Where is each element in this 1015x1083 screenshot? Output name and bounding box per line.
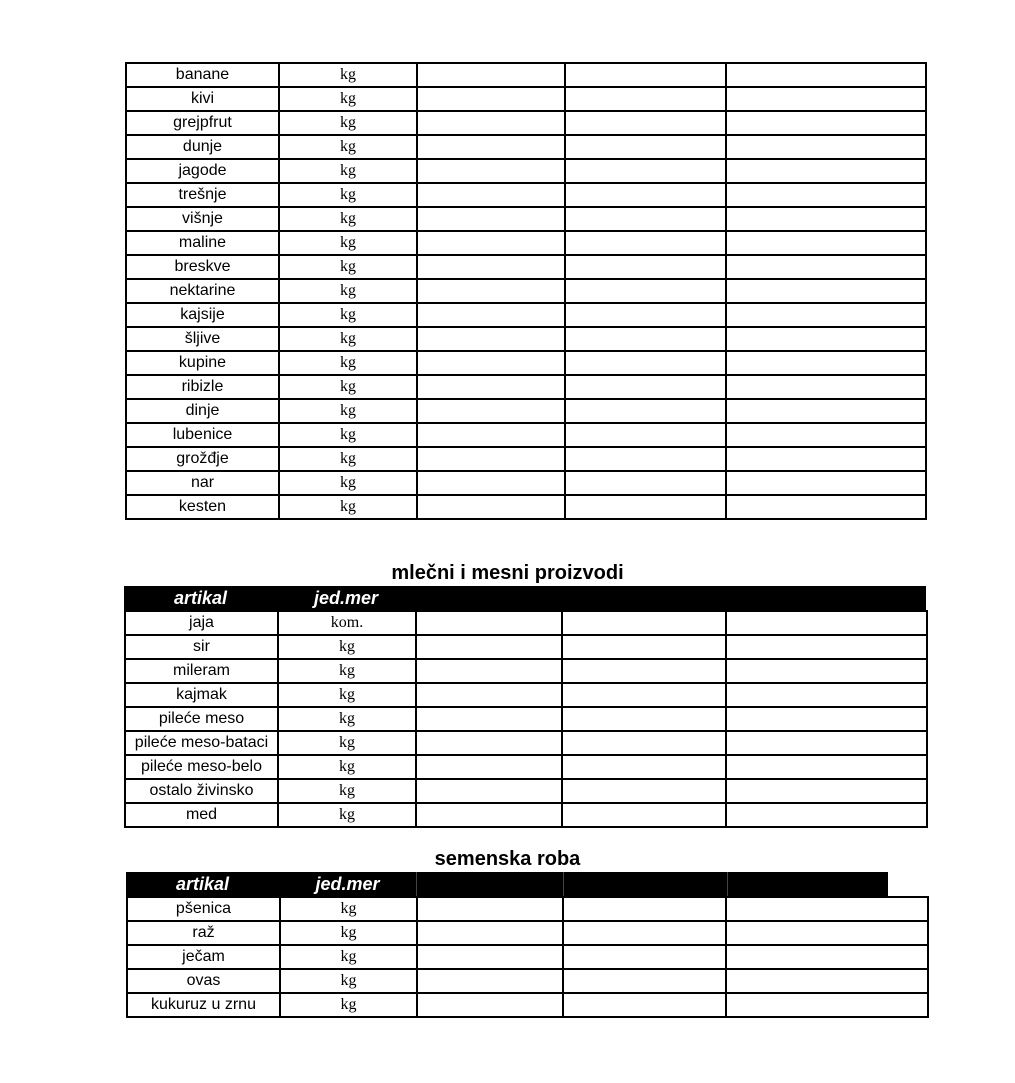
column-header-artikal: artikal: [173, 588, 228, 608]
empty-entry-cell[interactable]: [726, 779, 927, 803]
empty-entry-cell[interactable]: [417, 159, 565, 183]
empty-entry-cell[interactable]: [565, 351, 726, 375]
empty-entry-cell[interactable]: [416, 683, 562, 707]
empty-entry-cell[interactable]: [417, 897, 563, 921]
table-row: [126, 183, 926, 207]
table-row: [125, 755, 927, 779]
unit-cell: kg: [278, 707, 416, 731]
item-name-cell: dunje: [126, 135, 279, 159]
column-header-empty: [725, 586, 926, 610]
section-title-dairy: mlečni i mesni proizvodi: [391, 562, 624, 584]
table-row: [126, 63, 926, 87]
empty-entry-cell[interactable]: [562, 659, 726, 683]
table-row: [126, 255, 926, 279]
item-name-cell: mileram: [125, 659, 278, 683]
empty-entry-cell[interactable]: [416, 659, 562, 683]
unit-cell: kg: [279, 279, 417, 303]
item-name-cell: ribizle: [126, 375, 279, 399]
dairy-header-bar: [124, 586, 926, 610]
empty-entry-cell[interactable]: [417, 495, 565, 519]
empty-entry-cell[interactable]: [726, 231, 926, 255]
empty-entry-cell[interactable]: [726, 683, 927, 707]
empty-entry-cell[interactable]: [726, 659, 927, 683]
unit-cell: kom.: [278, 611, 416, 635]
empty-entry-cell[interactable]: [417, 183, 565, 207]
item-name-cell: jagode: [126, 159, 279, 183]
empty-entry-cell[interactable]: [726, 255, 926, 279]
table-row: [126, 375, 926, 399]
empty-entry-cell[interactable]: [726, 969, 928, 993]
empty-entry-cell[interactable]: [726, 183, 926, 207]
empty-entry-cell[interactable]: [565, 87, 726, 111]
item-name-cell: breskve: [126, 255, 279, 279]
unit-cell: kg: [278, 683, 416, 707]
item-name-cell: med: [125, 803, 278, 827]
item-name-cell: nektarine: [126, 279, 279, 303]
seed-table-body: [127, 897, 928, 1017]
table-row: [126, 471, 926, 495]
table-row: [127, 921, 928, 945]
unit-cell: kg: [279, 471, 417, 495]
empty-entry-cell[interactable]: [726, 327, 926, 351]
fruit-table-body: [126, 63, 926, 519]
empty-entry-cell[interactable]: [565, 159, 726, 183]
table-row: [126, 111, 926, 135]
empty-entry-cell[interactable]: [417, 135, 565, 159]
empty-entry-cell[interactable]: [565, 495, 726, 519]
unit-cell: kg: [279, 207, 417, 231]
column-header-unit: jed.mer: [315, 874, 380, 894]
empty-entry-cell[interactable]: [417, 87, 565, 111]
item-name-cell: jaja: [125, 611, 278, 635]
empty-entry-cell[interactable]: [565, 183, 726, 207]
column-header-empty: [563, 872, 727, 896]
empty-entry-cell[interactable]: [726, 495, 926, 519]
fruit-table: [125, 62, 927, 520]
empty-entry-cell[interactable]: [726, 375, 926, 399]
unit-cell: kg: [278, 659, 416, 683]
unit-cell: kg: [279, 111, 417, 135]
item-name-cell: kukuruz u zrnu: [127, 993, 280, 1017]
empty-entry-cell[interactable]: [726, 351, 926, 375]
empty-entry-cell[interactable]: [417, 279, 565, 303]
empty-entry-cell[interactable]: [565, 399, 726, 423]
empty-entry-cell[interactable]: [416, 779, 562, 803]
column-header-empty: [561, 586, 725, 610]
unit-cell: kg: [280, 945, 417, 969]
item-name-cell: kesten: [126, 495, 279, 519]
item-name-cell: ječam: [127, 945, 280, 969]
table-row: [126, 399, 926, 423]
empty-entry-cell[interactable]: [417, 423, 565, 447]
empty-entry-cell[interactable]: [562, 779, 726, 803]
empty-entry-cell[interactable]: [565, 375, 726, 399]
table-row: [126, 495, 926, 519]
item-name-cell: kajmak: [125, 683, 278, 707]
unit-cell: kg: [278, 755, 416, 779]
unit-cell: kg: [279, 183, 417, 207]
table-row: [126, 279, 926, 303]
empty-entry-cell[interactable]: [726, 87, 926, 111]
table-row: [126, 207, 926, 231]
empty-entry-cell[interactable]: [565, 303, 726, 327]
item-name-cell: nar: [126, 471, 279, 495]
table-row: [125, 683, 927, 707]
unit-cell: kg: [279, 423, 417, 447]
table-row: [125, 731, 927, 755]
empty-entry-cell[interactable]: [726, 207, 926, 231]
table-row: [126, 327, 926, 351]
item-name-cell: šljive: [126, 327, 279, 351]
item-name-cell: grejpfrut: [126, 111, 279, 135]
table-row: [126, 447, 926, 471]
empty-entry-cell[interactable]: [417, 303, 565, 327]
unit-cell: kg: [278, 803, 416, 827]
unit-cell: kg: [279, 159, 417, 183]
empty-entry-cell[interactable]: [417, 327, 565, 351]
empty-entry-cell[interactable]: [417, 399, 565, 423]
empty-entry-cell[interactable]: [417, 255, 565, 279]
unit-cell: kg: [279, 63, 417, 87]
empty-entry-cell[interactable]: [562, 611, 726, 635]
item-name-cell: višnje: [126, 207, 279, 231]
unit-cell: kg: [279, 447, 417, 471]
empty-entry-cell[interactable]: [563, 993, 726, 1017]
table-row: [125, 779, 927, 803]
empty-entry-cell[interactable]: [563, 969, 726, 993]
item-name-cell: maline: [126, 231, 279, 255]
empty-entry-cell[interactable]: [416, 707, 562, 731]
empty-entry-cell[interactable]: [417, 993, 563, 1017]
table-row: [125, 659, 927, 683]
unit-cell: kg: [280, 969, 417, 993]
table-row: [125, 635, 927, 659]
empty-entry-cell[interactable]: [565, 447, 726, 471]
column-header-artikal: artikal: [175, 874, 230, 894]
empty-entry-cell[interactable]: [726, 399, 926, 423]
empty-entry-cell[interactable]: [562, 707, 726, 731]
table-row: [125, 707, 927, 731]
empty-entry-cell[interactable]: [726, 135, 926, 159]
empty-entry-cell[interactable]: [417, 471, 565, 495]
table-row: [126, 231, 926, 255]
table-row: [126, 159, 926, 183]
unit-cell: kg: [279, 495, 417, 519]
empty-entry-cell[interactable]: [563, 945, 726, 969]
empty-entry-cell[interactable]: [726, 63, 926, 87]
unit-cell: kg: [279, 231, 417, 255]
empty-entry-cell[interactable]: [417, 921, 563, 945]
unit-cell: kg: [279, 255, 417, 279]
empty-entry-cell[interactable]: [726, 635, 927, 659]
unit-cell: kg: [279, 399, 417, 423]
empty-entry-cell[interactable]: [417, 447, 565, 471]
column-header-empty: [415, 586, 561, 610]
empty-entry-cell[interactable]: [565, 135, 726, 159]
empty-entry-cell[interactable]: [417, 945, 563, 969]
empty-entry-cell[interactable]: [726, 159, 926, 183]
empty-entry-cell[interactable]: [726, 993, 928, 1017]
empty-entry-cell[interactable]: [562, 731, 726, 755]
item-name-cell: pileće meso-belo: [125, 755, 278, 779]
empty-entry-cell[interactable]: [726, 471, 926, 495]
empty-entry-cell[interactable]: [726, 945, 928, 969]
item-name-cell: kivi: [126, 87, 279, 111]
empty-entry-cell[interactable]: [417, 375, 565, 399]
empty-entry-cell[interactable]: [726, 111, 926, 135]
table-row: [126, 135, 926, 159]
item-name-cell: pšenica: [127, 897, 280, 921]
empty-entry-cell[interactable]: [726, 897, 928, 921]
unit-cell: kg: [279, 87, 417, 111]
item-name-cell: pileće meso: [125, 707, 278, 731]
empty-entry-cell[interactable]: [416, 803, 562, 827]
empty-entry-cell[interactable]: [416, 731, 562, 755]
dairy-table: [124, 610, 928, 828]
empty-entry-cell[interactable]: [726, 755, 927, 779]
item-name-cell: kajsije: [126, 303, 279, 327]
empty-entry-cell[interactable]: [417, 351, 565, 375]
empty-entry-cell[interactable]: [726, 279, 926, 303]
unit-cell: kg: [279, 351, 417, 375]
empty-entry-cell[interactable]: [726, 423, 926, 447]
unit-cell: kg: [280, 897, 417, 921]
item-name-cell: banane: [126, 63, 279, 87]
unit-cell: kg: [279, 135, 417, 159]
empty-entry-cell[interactable]: [565, 111, 726, 135]
item-name-cell: raž: [127, 921, 280, 945]
item-name-cell: sir: [125, 635, 278, 659]
empty-entry-cell[interactable]: [562, 803, 726, 827]
empty-entry-cell[interactable]: [565, 63, 726, 87]
empty-entry-cell[interactable]: [565, 231, 726, 255]
item-name-cell: dinje: [126, 399, 279, 423]
seed-table: [126, 896, 929, 1018]
dairy-table-body: [125, 611, 927, 827]
empty-entry-cell[interactable]: [726, 447, 926, 471]
table-row: [126, 351, 926, 375]
empty-entry-cell[interactable]: [416, 611, 562, 635]
item-name-cell: trešnje: [126, 183, 279, 207]
column-header-unit: jed.mer: [313, 588, 379, 608]
item-name-cell: pileće meso-bataci: [125, 731, 278, 755]
empty-entry-cell[interactable]: [562, 635, 726, 659]
empty-entry-cell[interactable]: [565, 279, 726, 303]
item-name-cell: grožđje: [126, 447, 279, 471]
table-row: [127, 897, 928, 921]
empty-entry-cell[interactable]: [562, 683, 726, 707]
empty-entry-cell[interactable]: [726, 303, 926, 327]
empty-entry-cell[interactable]: [417, 231, 565, 255]
empty-entry-cell[interactable]: [416, 755, 562, 779]
empty-entry-cell[interactable]: [417, 63, 565, 87]
unit-cell: kg: [279, 375, 417, 399]
table-row: [125, 611, 927, 635]
empty-entry-cell[interactable]: [416, 635, 562, 659]
table-row: [126, 303, 926, 327]
item-name-cell: lubenice: [126, 423, 279, 447]
empty-entry-cell[interactable]: [563, 897, 726, 921]
item-name-cell: kupine: [126, 351, 279, 375]
table-row: [126, 87, 926, 111]
seed-header-bar: [126, 872, 888, 896]
empty-entry-cell[interactable]: [565, 327, 726, 351]
empty-entry-cell[interactable]: [565, 471, 726, 495]
unit-cell: kg: [278, 731, 416, 755]
empty-entry-cell[interactable]: [565, 207, 726, 231]
item-name-cell: ostalo živinsko: [125, 779, 278, 803]
table-row: [125, 803, 927, 827]
item-name-cell: ovas: [127, 969, 280, 993]
empty-entry-cell[interactable]: [562, 755, 726, 779]
empty-entry-cell[interactable]: [726, 803, 927, 827]
empty-entry-cell[interactable]: [417, 207, 565, 231]
table-row: [127, 969, 928, 993]
unit-cell: kg: [278, 635, 416, 659]
column-header-empty: [727, 872, 888, 896]
column-header-empty: [416, 872, 563, 896]
empty-entry-cell[interactable]: [565, 423, 726, 447]
unit-cell: kg: [280, 921, 417, 945]
empty-entry-cell[interactable]: [726, 731, 927, 755]
empty-entry-cell[interactable]: [565, 255, 726, 279]
table-row: [126, 423, 926, 447]
empty-entry-cell[interactable]: [726, 707, 927, 731]
unit-cell: kg: [278, 779, 416, 803]
section-title-seed: semenska roba: [434, 848, 581, 870]
empty-entry-cell[interactable]: [726, 921, 928, 945]
unit-cell: kg: [280, 993, 417, 1017]
empty-entry-cell[interactable]: [417, 969, 563, 993]
empty-entry-cell[interactable]: [726, 611, 927, 635]
table-row: [127, 993, 928, 1017]
empty-entry-cell[interactable]: [417, 111, 565, 135]
unit-cell: kg: [279, 327, 417, 351]
unit-cell: kg: [279, 303, 417, 327]
table-row: [127, 945, 928, 969]
empty-entry-cell[interactable]: [563, 921, 726, 945]
